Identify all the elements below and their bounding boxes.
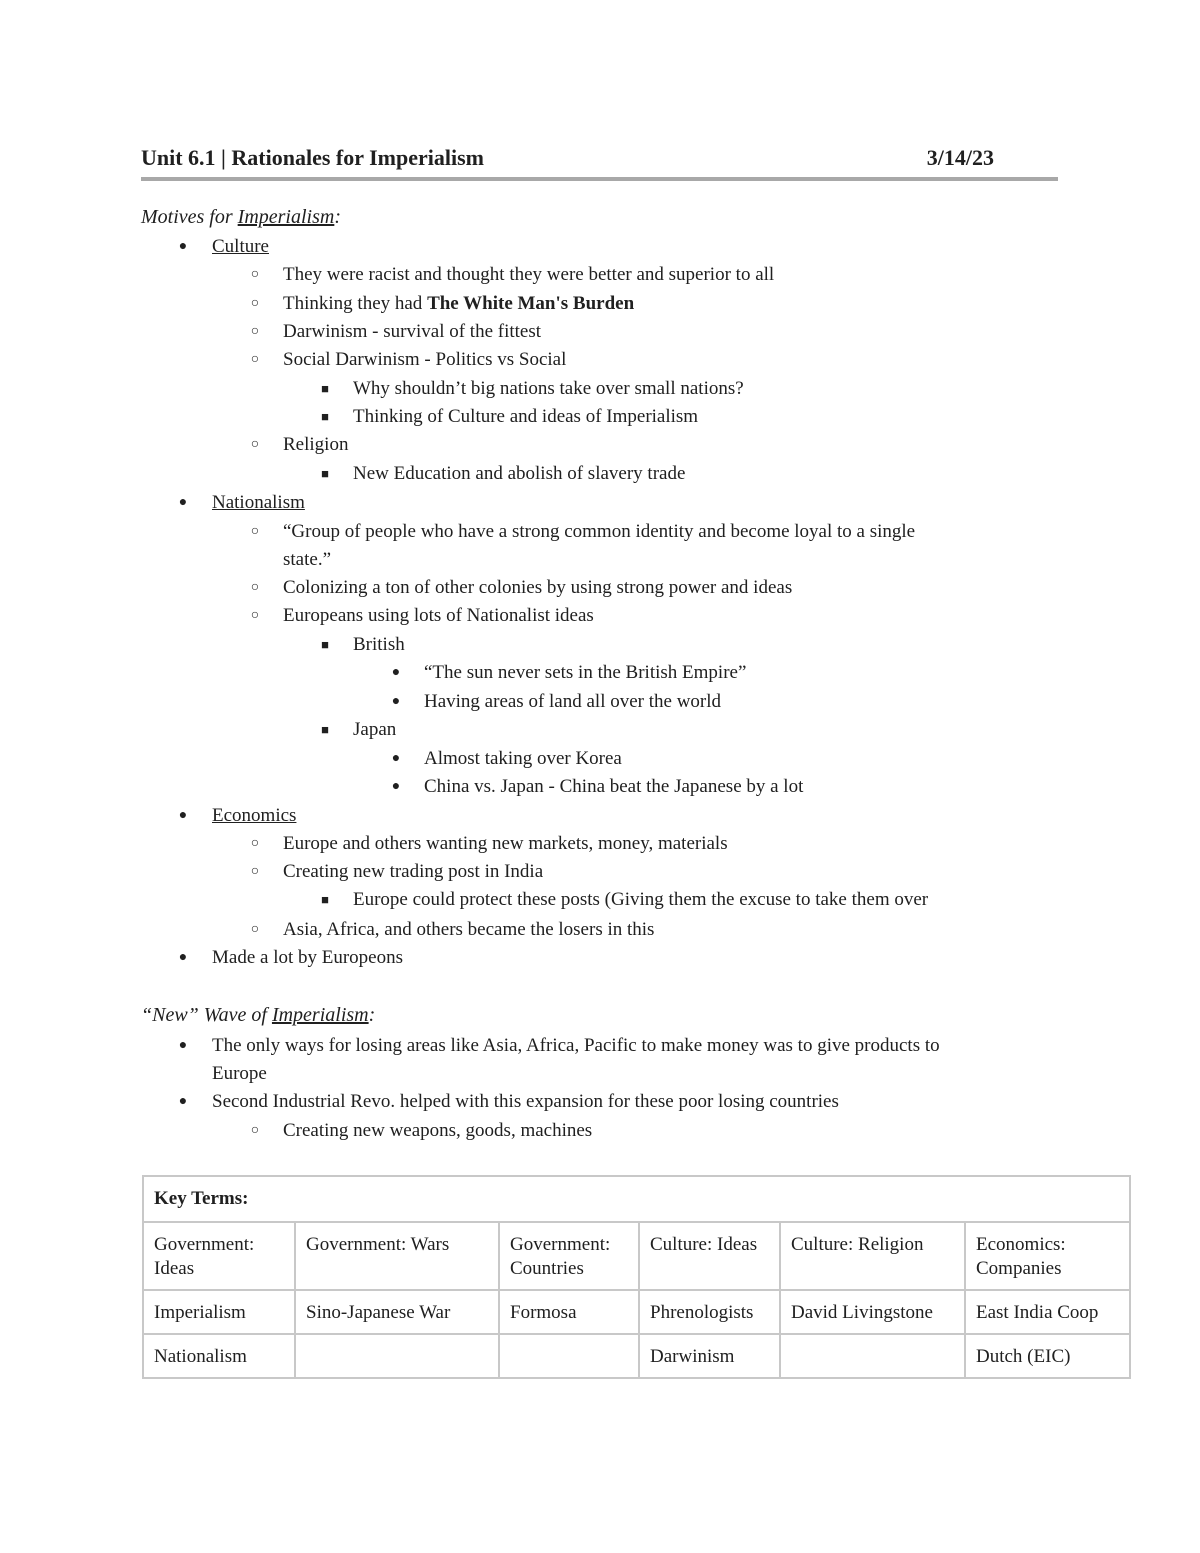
list-item: [283, 292, 634, 316]
heading-suffix: :: [334, 206, 341, 228]
page-date: 3/14/23: [926, 145, 994, 170]
table-header-cell: Government: Ideas: [143, 1222, 295, 1290]
heading-suffix: :: [368, 1004, 376, 1026]
bullet-icon: ●: [391, 665, 401, 680]
bullet-icon: ●: [178, 495, 188, 510]
table-title: Key Terms:: [143, 1176, 1130, 1222]
heading-link-imperialism[interactable]: Imperialism: [271, 1004, 369, 1026]
list-item-continued: state.”: [283, 549, 332, 570]
list-item: Europeans using lots of Nationalist ideas: [283, 605, 594, 626]
table-header-row: [143, 1222, 1130, 1290]
circle-bullet-icon: ○: [250, 580, 260, 595]
heading-text: Motives for: [141, 206, 238, 228]
list-item: Europe could protect these posts (Giving them the excuse to take them over: [353, 889, 929, 910]
circle-bullet-icon: ○: [250, 267, 260, 282]
table-cell: East India Coop: [965, 1290, 1130, 1334]
circle-bullet-icon: ○: [250, 864, 260, 879]
table-row: [143, 1334, 1130, 1378]
list-item: Creating new trading post in India: [283, 861, 544, 882]
list-item-nationalism[interactable]: Nationalism: [212, 492, 305, 513]
table-cell: [295, 1334, 499, 1378]
list-item-culture[interactable]: Culture: [212, 236, 269, 257]
circle-bullet-icon: ○: [250, 524, 260, 539]
key-terms-table: [142, 1175, 1131, 1379]
bullet-icon: ●: [178, 239, 188, 254]
table-cell: Nationalism: [143, 1334, 295, 1378]
table-cell: Darwinism: [639, 1334, 780, 1378]
bullet-icon: ●: [391, 694, 401, 709]
square-bullet-icon: ■: [321, 722, 329, 737]
list-item: Asia, Africa, and others became the losers in this: [283, 919, 655, 940]
page-title: Unit 6.1 | Rationales for Imperialism: [141, 145, 484, 170]
circle-bullet-icon: ○: [250, 324, 260, 339]
list-item: Why shouldn’t big nations take over small nations?: [353, 378, 744, 399]
circle-bullet-icon: ○: [250, 922, 260, 937]
list-item-text: Thinking they had: [283, 293, 428, 314]
list-item-economics[interactable]: Economics: [212, 805, 297, 826]
section-heading-new-wave: [141, 1004, 375, 1027]
list-item: Colonizing a ton of other colonies by using strong power and ideas: [283, 577, 793, 598]
list-item: “The sun never sets in the British Empire”: [424, 662, 747, 683]
circle-bullet-icon: ○: [250, 437, 260, 452]
list-item: Religion: [283, 434, 349, 455]
table-cell: Imperialism: [143, 1290, 295, 1334]
table-header-cell: Government: Countries: [499, 1222, 639, 1290]
bullet-icon: ●: [178, 1038, 188, 1053]
table-header-cell: Economics: Companies: [965, 1222, 1130, 1290]
bullet-icon: ●: [178, 808, 188, 823]
circle-bullet-icon: ○: [250, 296, 260, 311]
bullet-icon: ●: [178, 950, 188, 965]
list-item: Thinking of Culture and ideas of Imperialism: [353, 406, 699, 427]
square-bullet-icon: ■: [321, 466, 329, 481]
heading-link-imperialism[interactable]: Imperialism: [237, 206, 335, 228]
list-item: Darwinism - survival of the fittest: [283, 321, 542, 342]
table-row: [143, 1290, 1130, 1334]
list-item: Europe and others wanting new markets, money, materials: [283, 833, 728, 854]
list-item: Social Darwinism - Politics vs Social: [283, 349, 567, 370]
table-title-row: [143, 1176, 1130, 1222]
table-header-cell: Culture: Ideas: [639, 1222, 780, 1290]
list-item: Having areas of land all over the world: [424, 691, 722, 712]
bullet-icon: ●: [178, 1094, 188, 1109]
table-header-cell: Culture: Religion: [780, 1222, 965, 1290]
table-cell: Sino-Japanese War: [295, 1290, 499, 1334]
bold-term: The White Man's Burden: [427, 293, 635, 314]
list-item: Creating new weapons, goods, machines: [283, 1120, 593, 1141]
square-bullet-icon: ■: [321, 409, 329, 424]
table-cell: Phrenologists: [639, 1290, 780, 1334]
bullet-icon: ●: [391, 779, 401, 794]
list-item: Japan: [353, 719, 397, 740]
table-header-cell: Government: Wars: [295, 1222, 499, 1290]
list-item: New Education and abolish of slavery trade: [353, 463, 686, 484]
bullet-icon: ●: [391, 751, 401, 766]
heading-text: “New” Wave of: [141, 1004, 272, 1026]
list-item: “Group of people who have a strong common identity and become loyal to a single: [283, 521, 916, 542]
list-item: The only ways for losing areas like Asia, Africa, Pacific to make money was to give products to: [212, 1035, 940, 1056]
circle-bullet-icon: ○: [250, 608, 260, 623]
table-cell: [499, 1334, 639, 1378]
circle-bullet-icon: ○: [250, 836, 260, 851]
table-cell: Dutch (EIC): [965, 1334, 1130, 1378]
list-item: Almost taking over Korea: [424, 748, 622, 769]
list-item: They were racist and thought they were better and superior to all: [283, 264, 775, 285]
table-cell: David Livingstone: [780, 1290, 965, 1334]
list-item: Made a lot by Europeons: [212, 947, 404, 968]
list-item: Second Industrial Revo. helped with this expansion for these poor losing countries: [212, 1091, 839, 1112]
square-bullet-icon: ■: [321, 892, 329, 907]
document-header: [141, 141, 1058, 181]
list-item: China vs. Japan - China beat the Japanese by a lot: [424, 776, 804, 797]
section-heading-motives: [141, 206, 341, 229]
list-item: British: [353, 634, 405, 655]
square-bullet-icon: ■: [321, 637, 329, 652]
list-item-continued: Europe: [212, 1063, 267, 1084]
circle-bullet-icon: ○: [250, 352, 260, 367]
table-cell: [780, 1334, 965, 1378]
circle-bullet-icon: ○: [250, 1123, 260, 1138]
square-bullet-icon: ■: [321, 381, 329, 396]
table-cell: Formosa: [499, 1290, 639, 1334]
